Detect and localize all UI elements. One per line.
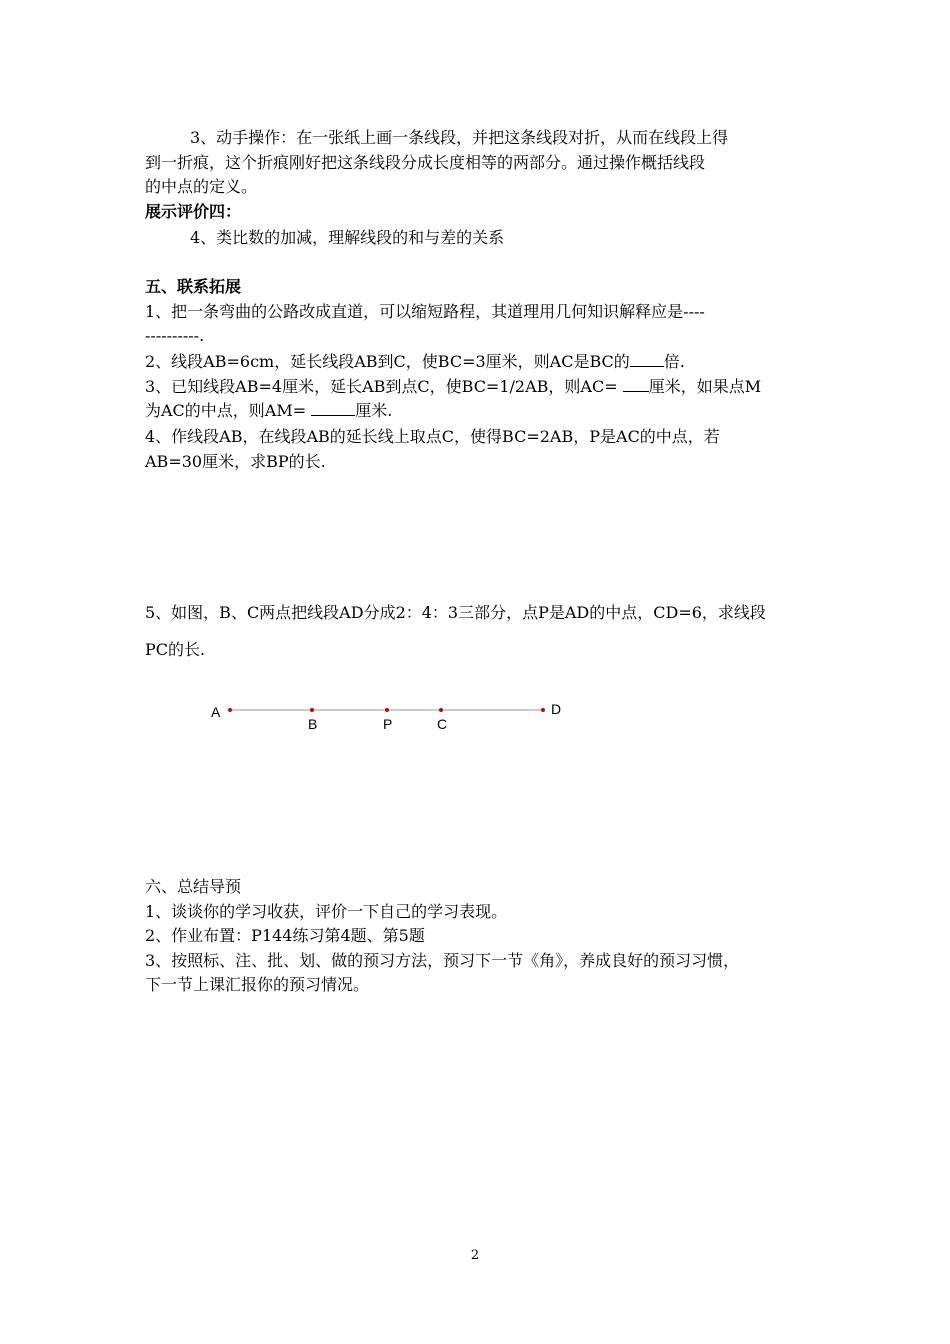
q3-text: 3、已知线段AB=4厘米，延长AB到点C，使BC=1/2AB，则AC= (145, 377, 618, 396)
item3-line1: 3、动手操作：在一张纸上画一条线段，并把这条线段对折，从而在线段上得 (190, 128, 729, 147)
q3-blank-ac (623, 375, 649, 392)
point-p (385, 708, 389, 712)
q3-text-2: 为AC的中点，则AM= (145, 401, 307, 420)
summary-1: 1、谈谈你的学习收获，评价一下自己的学习表现。 (145, 902, 508, 921)
q4-line1: 4、作线段AB，在线段AB的延长线上取点C，使得BC=2AB，P是AC的中点，若 (145, 427, 720, 446)
point-a (228, 708, 232, 712)
q4-line2: AB=30厘米，求BP的长. (145, 452, 326, 471)
heading-section-5: 五、联系拓展 (145, 277, 242, 296)
q3-blank-am (311, 399, 355, 416)
heading-section-6: 六、总结导预 (145, 877, 242, 896)
point-b (310, 708, 314, 712)
q2-text: 2、线段AB=6cm，延长线段AB到C，使BC=3厘米，则AC是BC的 (145, 352, 630, 371)
q3-suffix: 厘米，如果点M (648, 377, 762, 396)
summary-3-line1: 3、按照标、注、批、划、做的预习方法，预习下一节《角》，养成良好的预习习惯， (145, 951, 740, 970)
item3-line3: 的中点的定义。 (145, 177, 258, 196)
summary-2: 2、作业布置：P144练习第4题、第5题 (145, 926, 425, 945)
q5-line2: PC的长. (145, 640, 206, 659)
label-a: A (211, 704, 221, 720)
item4: 4、类比数的加减，理解线段的和与差的关系 (190, 228, 505, 247)
q3-suffix-2: 厘米. (355, 401, 393, 420)
item3-line2: 到一折痕，这个折痕刚好把这条线段分成长度相等的两部分。通过操作概括线段 (145, 153, 706, 172)
q5-line1: 5、如图，B、C两点把线段AD分成2：4：3三部分，点P是AD的中点，CD=6，求线段 (145, 603, 766, 622)
heading-evaluation-4: 展示评价四： (145, 202, 242, 221)
q3-line2 (145, 399, 392, 422)
page-number: 2 (470, 1248, 480, 1263)
q2-suffix: 倍. (663, 352, 685, 371)
q1-line1: 1、把一条弯曲的公路改成直道，可以缩短路程，其道理用几何知识解释应是---- (145, 302, 705, 321)
point-c (439, 708, 443, 712)
label-c: C (437, 716, 448, 732)
label-b: B (308, 716, 318, 732)
label-p: P (383, 716, 393, 732)
point-d (541, 708, 545, 712)
q2 (145, 350, 685, 373)
q1-line2: ----------. (145, 326, 205, 345)
segment-diagram (200, 695, 580, 740)
q2-blank (630, 350, 664, 367)
q3-line1 (145, 375, 761, 398)
summary-3-line2: 下一节上课汇报你的预习情况。 (145, 975, 370, 994)
label-d: D (551, 701, 562, 717)
